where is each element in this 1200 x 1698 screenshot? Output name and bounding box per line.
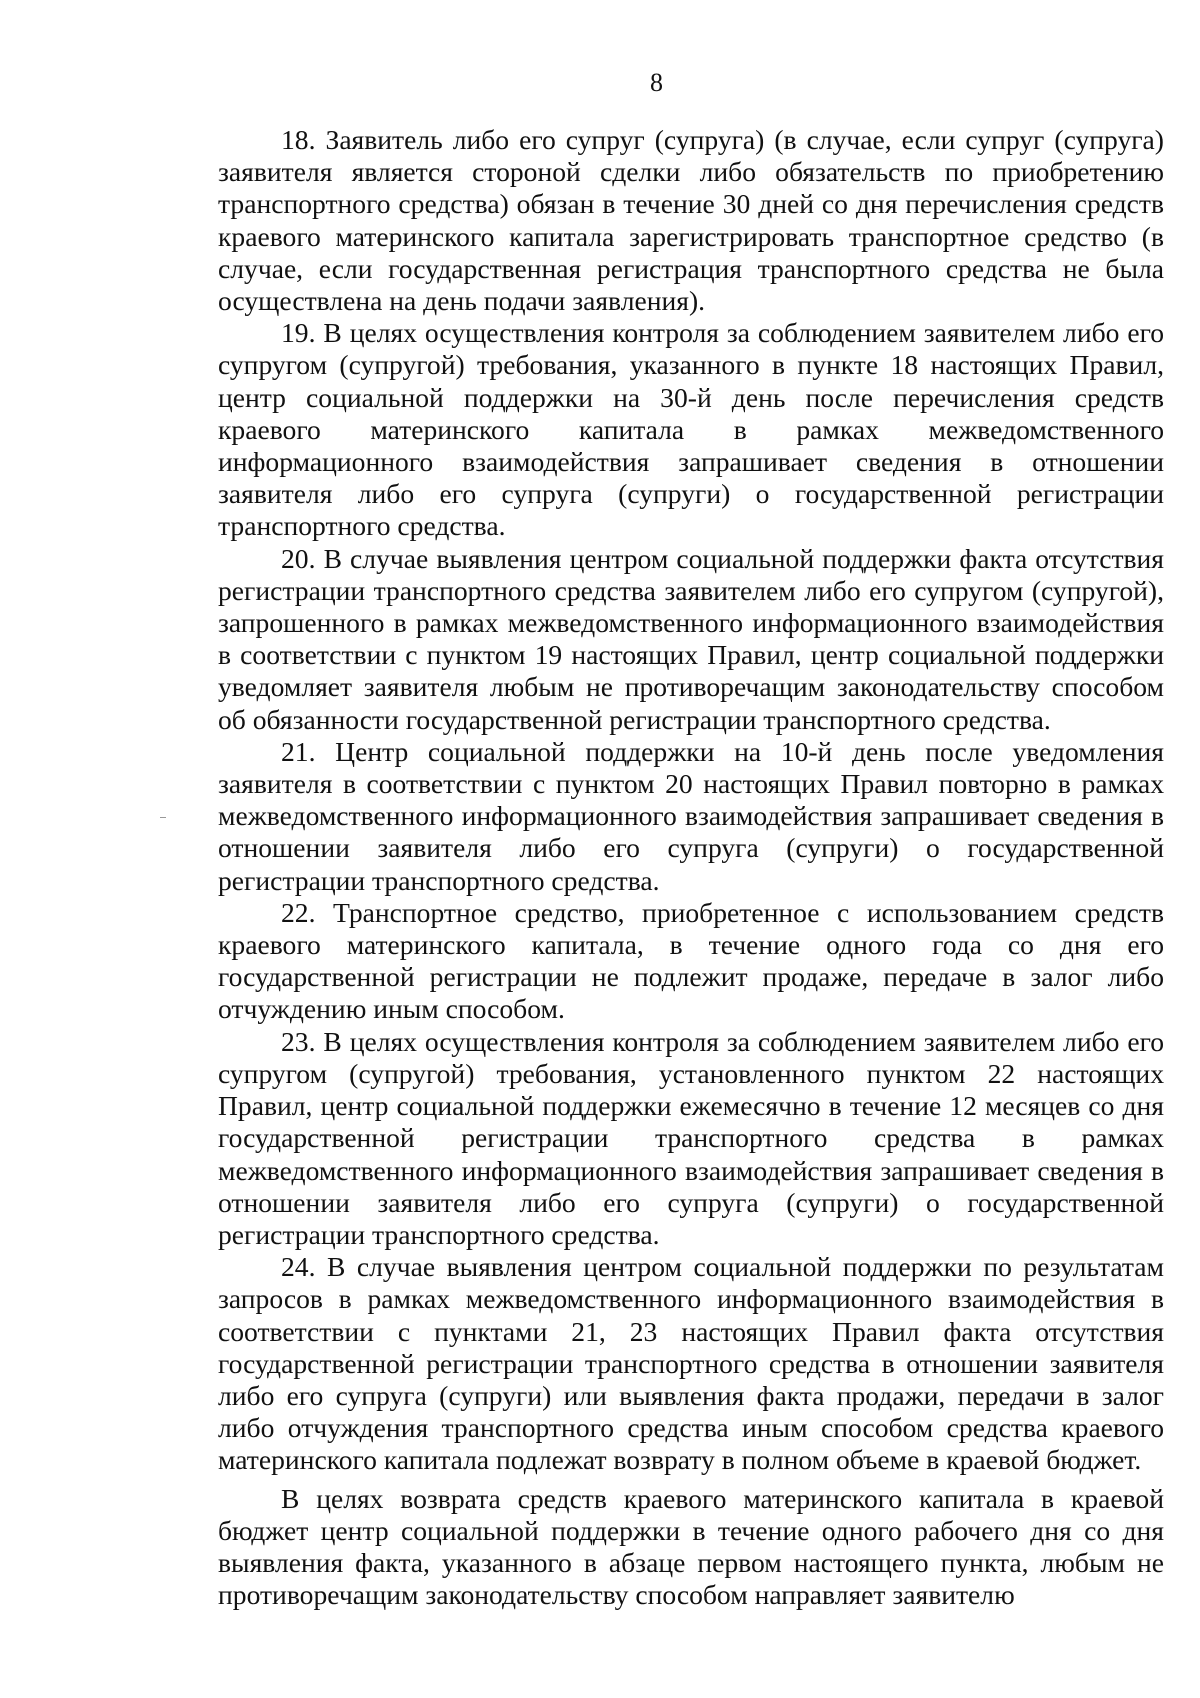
paragraph-23: 23. В целях осуществления контроля за соблюдением заявителем либо его супругом (супругой) требования, установленного пунктом 22 настоящих Правил, центр социальной поддержки ежемесячно в течение 12 месяцев со дня государственной регистрации транспортного средства в рамках межведомственного информационного взаимодействия запрашивает сведения в отношении заявителя либо его супруга (супруги) о государственной регистрации транспортного средства. [218, 1025, 1164, 1250]
page-number: 8 [650, 68, 663, 97]
paragraph-18: 18. Заявитель либо его супруг (супруга) (в случае, если супруг (супруга) заявителя является стороной сделки либо обязательств по приобретению транспортного средства) обязан в течение 30 дней со дня перечисления средств краевого материнского капитала зарегистрировать транспортное средство (в случае, если государственная регистрация транспортного средства не была осуществлена на день подачи заявления). [218, 124, 1164, 317]
paragraph-24-continuation: В целях возврата средств краевого материнского капитала в краевой бюджет центр социальной поддержки в течение одного рабочего дня со дня выявления факта, указанного в абзаце первом настоящего пункта, любым не противоречащим законодательству способом направляет заявителю [218, 1482, 1164, 1611]
paragraph-20: 20. В случае выявления центром социальной поддержки факта отсутствия регистрации транспортного средства заявителем либо его супругом (супругой), запрошенного в рамках межведомственного информационного взаимодействия в соответствии с пунктом 19 настоящих Правил, центр социальной поддержки уведомляет заявителя любым не противоречащим законодательству способом об обязанности государственной регистрации транспортного средства. [218, 542, 1164, 735]
paragraph-22: 22. Транспортное средство, приобретенное с использованием средств краевого материнского капитала, в течение одного года со дня его государственной регистрации не подлежит продаже, передаче в залог либо отчуждению иным способом. [218, 896, 1164, 1025]
margin-mark [160, 817, 166, 818]
paragraph-19: 19. В целях осуществления контроля за соблюдением заявителем либо его супругом (супругой) требования, указанного в пункте 18 настоящих Правил, центр социальной поддержки на 30-й день после перечисления средств краевого материнского капитала в рамках межведомственного информационного взаимодействия запрашивает сведения в отношении заявителя либо его супруга (супруги) о государственной регистрации транспортного средства. [218, 317, 1164, 542]
document-body [218, 124, 1164, 1611]
paragraph-21: 21. Центр социальной поддержки на 10-й день после уведомления заявителя в соответствии с пунктом 20 настоящих Правил повторно в рамках межведомственного информационного взаимодействия запрашивает сведения в отношении заявителя либо его супруга (супруги) о государственной регистрации транспортного средства. [218, 735, 1164, 896]
paragraph-24: 24. В случае выявления центром социальной поддержки по результатам запросов в рамках межведомственного информационного взаимодействия в соответствии с пунктами 21, 23 настоящих Правил факта отсутствия государственной регистрации транспортного средства в отношении заявителя либо его супруга (супруги) или выявления факта продажи, передачи в залог либо отчуждения транспортного средства иным способом средства краевого материнского капитала подлежат возврату в полном объеме в краевой бюджет. [218, 1251, 1164, 1476]
